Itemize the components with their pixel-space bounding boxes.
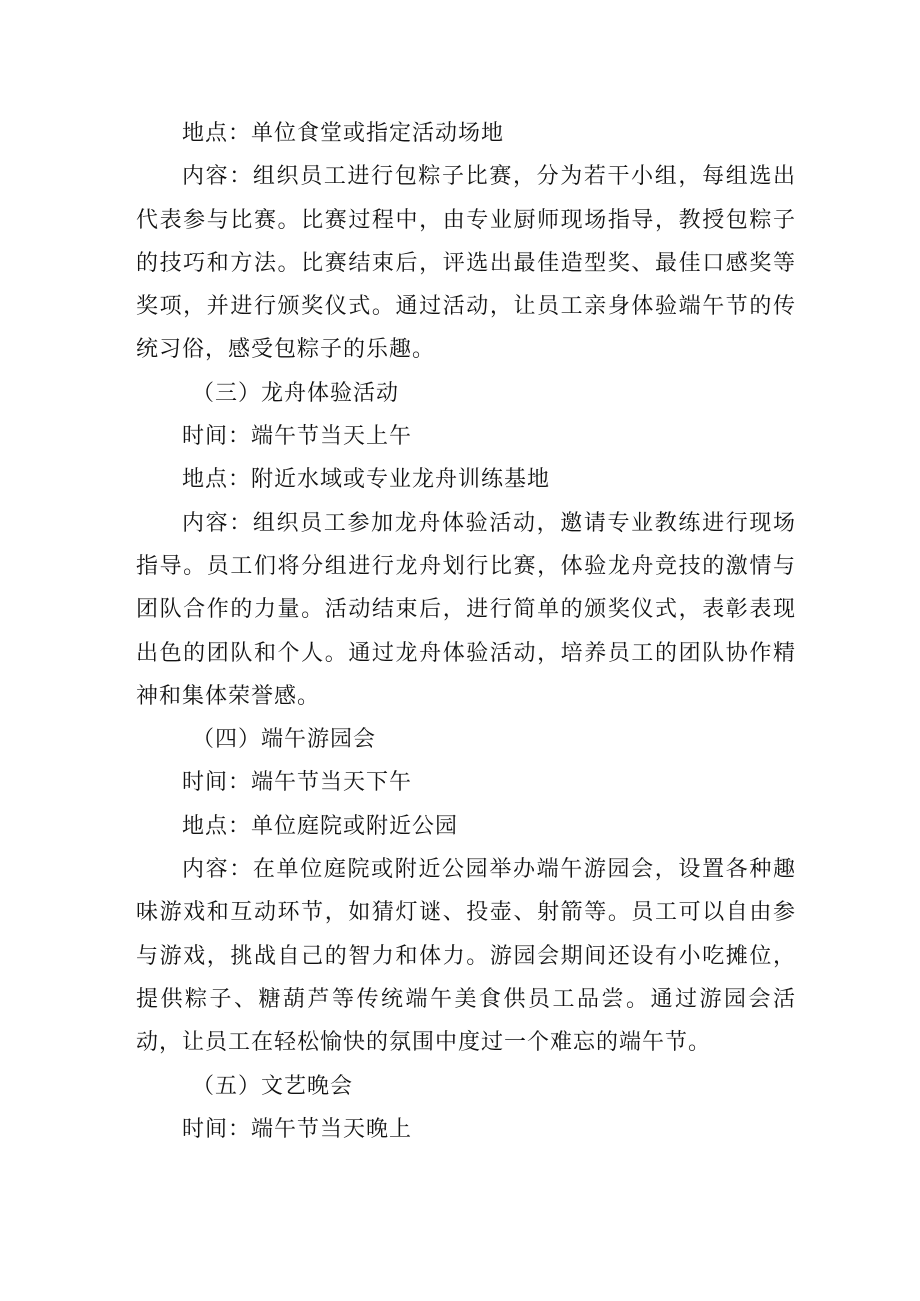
- section-heading: （三）龙舟体验活动: [192, 380, 400, 406]
- location-line: 地点：附近水域或专业龙舟训练基地: [182, 467, 551, 493]
- time-line: 时间：端午节当天上午: [182, 424, 413, 450]
- content-paragraph: 内容：组织员工参加龙舟体验活动，邀请专业教练进行现场指导。员工们将分组进行龙舟划行比赛，体验龙舟竞技的激情与团队合作的力量。活动结束后，进行简单的颁奖仪式，表彰表现出色的团队和个人。通过龙舟体验活动，培养员工的团队协作精神和集体荣誉感。: [136, 510, 796, 709]
- content-paragraph: 内容：组织员工进行包粽子比赛，分为若干小组，每组选出代表参与比赛。比赛过程中，由专业厨师现场指导，教授包粽子的技巧和方法。比赛结束后，评选出最佳造型奖、最佳口感奖等奖项，并进行颁奖仪式。通过活动，让员工亲身体验端午节的传统习俗，感受包粽子的乐趣。: [136, 164, 796, 363]
- location-line: 地点：单位食堂或指定活动场地: [182, 121, 505, 146]
- location-line: 地点：单位庭院或附近公园: [182, 813, 459, 839]
- time-line: 时间：端午节当天晚上: [182, 1116, 413, 1142]
- section-heading: （五）文艺晚会: [192, 1073, 354, 1099]
- document-body: [136, 112, 796, 1151]
- content-paragraph: 内容：在单位庭院或附近公园举办端午游园会，设置各种趣味游戏和互动环节，如猜灯谜、投壶、射箭等。员工可以自由参与游戏，挑战自己的智力和体力。游园会期间还设有小吃摊位，提供粽子、糖葫芦等传统端午美食供员工品尝。通过游园会活动，让员工在轻松愉快的氛围中度过一个难忘的端午节。: [136, 857, 796, 1056]
- time-line: 时间：端午节当天下午: [182, 770, 413, 796]
- section-heading: （四）端午游园会: [192, 727, 377, 753]
